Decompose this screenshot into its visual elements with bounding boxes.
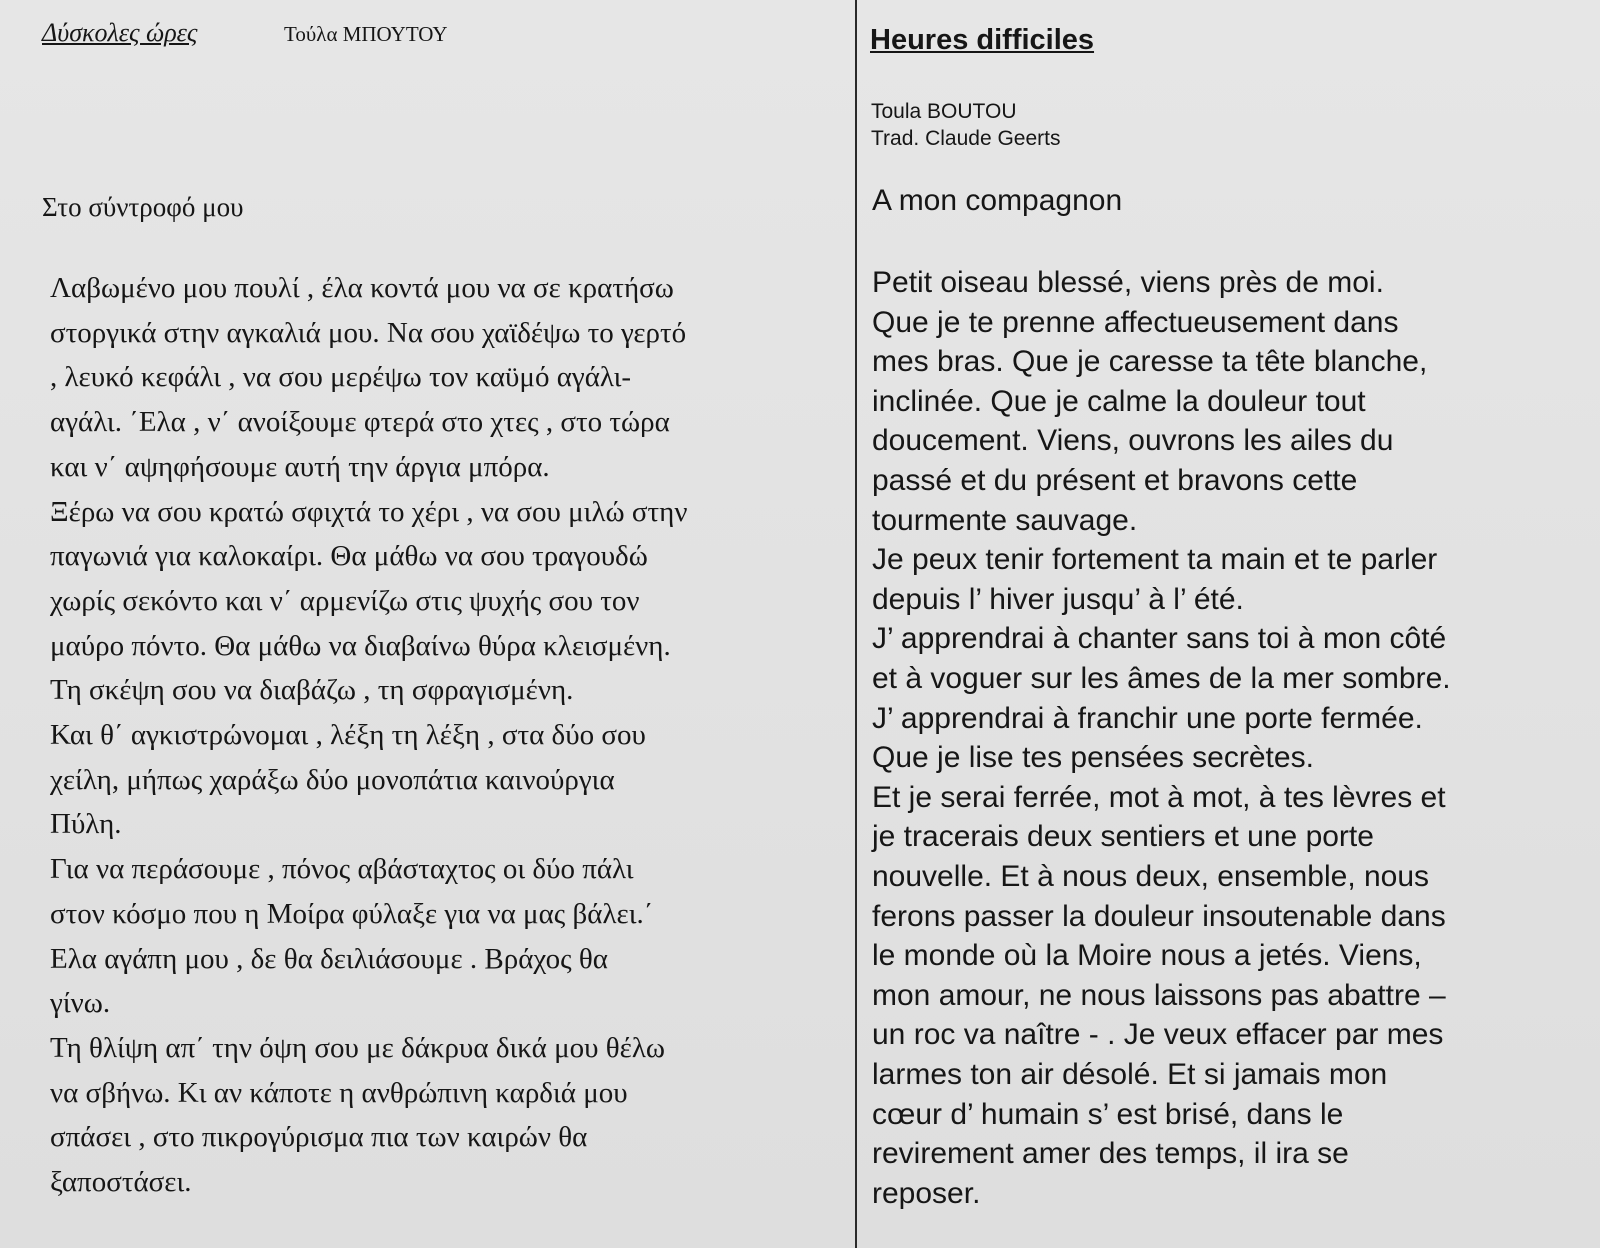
french-author: Toula BOUTOU <box>871 100 1017 123</box>
greek-poem-line: στοργικά στην αγκαλιά μου. Να σου χαϊδέψω το γερτό <box>50 317 687 349</box>
french-poem-line: ferons passer la douleur insoutenable dans <box>872 900 1446 933</box>
french-poem-line: tourmente sauvage. <box>872 504 1138 537</box>
french-poem-line: Que je lise tes pensées secrètes. <box>872 741 1314 774</box>
french-poem-line: Je peux tenir fortement ta main et te parler <box>872 543 1438 576</box>
french-poem-line: Que je te prenne affectueusement dans <box>872 306 1399 339</box>
greek-poem-line: στον κόσμο που η Μοίρα φύλαξε για να μας βάλει.΄ <box>50 898 654 930</box>
column-divider <box>855 0 857 1248</box>
french-poem-line: inclinée. Que je calme la douleur tout <box>872 385 1366 418</box>
french-poem-line: nouvelle. Et à nous deux, ensemble, nous <box>872 860 1430 893</box>
french-poem-line: J’ apprendrai à chanter sans toi à mon côté <box>872 622 1447 655</box>
greek-poem-line: να σβήνω. Κι αν κάποτε η ανθρώπινη καρδιά μου <box>50 1077 628 1109</box>
greek-poem-line: Και θ΄ αγκιστρώνομαι , λέξη τη λέξη , στα δύο σου <box>50 719 646 751</box>
greek-poem-line: Τη σκέψη σου να διαβάζω , τη σφραγισμένη. <box>50 674 574 706</box>
greek-poem-line: Πύλη. <box>50 808 122 840</box>
french-poem-line: doucement. Viens, ouvrons les ailes du <box>872 424 1394 457</box>
french-poem-line: larmes ton air désolé. Et si jamais mon <box>872 1058 1388 1091</box>
french-poem-line: reposer. <box>872 1177 981 1210</box>
greek-title: Δύσκολες ώρες <box>42 18 198 47</box>
french-poem-line: J’ apprendrai à franchir une porte fermée. <box>872 702 1423 735</box>
greek-poem-line: Λαβωμένο μου πουλί , έλα κοντά μου να σε κρατήσω <box>50 272 674 304</box>
french-poem-line: mes bras. Que je caresse ta tête blanche, <box>872 345 1428 378</box>
greek-poem-line: μαύρο πόντο. Θα μάθω να διαβαίνω θύρα κλεισμένη. <box>50 630 671 662</box>
french-poem-line: et à voguer sur les âmes de la mer sombre. <box>872 662 1451 695</box>
greek-poem-line: χείλη, μήπως χαράξω δύο μονοπάτια καινούργια <box>50 764 615 796</box>
french-translator: Trad. Claude Geerts <box>871 127 1061 150</box>
french-poem-line: cœur d’ humain s’ est brisé, dans le <box>872 1098 1344 1131</box>
greek-poem-line: χωρίς σεκόντο και ν΄ αρμενίζω στις ψυχής σου τον <box>50 585 640 617</box>
french-poem-line: un roc va naître - . Je veux effacer par mes <box>872 1018 1444 1051</box>
greek-author: Τούλα ΜΠΟΥΤΟΥ <box>284 22 448 46</box>
french-poem-line: Petit oiseau blessé, viens près de moi. <box>872 266 1384 299</box>
greek-poem-line: σπάσει , στο πικρογύρισμα πια των καιρών θα <box>50 1121 588 1153</box>
greek-poem-line: Ξέρω να σου κρατώ σφιχτά το χέρι , να σου μιλώ στην <box>50 496 688 528</box>
greek-dedication: Στο σύντροφό μου <box>42 192 244 222</box>
french-poem-line: depuis l’ hiver jusqu’ à l’ été. <box>872 583 1244 616</box>
french-poem-line: le monde où la Moire nous a jetés. Viens, <box>872 939 1422 972</box>
french-poem-line: revirement amer des temps, il ira se <box>872 1137 1349 1170</box>
greek-poem-line: Ελα αγάπη μου , δε θα δειλιάσουμε . Βράχος θα <box>50 943 608 975</box>
french-poem-line: je tracerais deux sentiers et une porte <box>872 820 1374 853</box>
french-poem-line: passé et du présent et bravons cette <box>872 464 1358 497</box>
greek-poem-line: Τη θλίψη απ΄ την όψη σου με δάκρυα δικά μου θέλω <box>50 1032 665 1064</box>
french-dedication: A mon compagnon <box>872 184 1123 217</box>
french-poem-line: Et je serai ferrée, mot à mot, à tes lèvres et <box>872 781 1446 814</box>
greek-poem-line: , λευκό κεφάλι , να σου μερέψω τον καϋμό αγάλι- <box>50 361 632 393</box>
greek-poem-line: αγάλι. ΄Ελα , ν΄ ανοίξουμε φτερά στο χτες , στο τώρα <box>50 406 670 438</box>
greek-poem-line: ξαποστάσει. <box>50 1166 192 1198</box>
french-title: Heures difficiles <box>870 24 1095 56</box>
greek-poem-line: παγωνιά για καλοκαίρι. Θα μάθω να σου τραγουδώ <box>50 540 648 572</box>
greek-poem-line: γίνω. <box>50 987 111 1019</box>
greek-poem-line: και ν΄ αψηφήσουμε αυτή την άργια μπόρα. <box>50 451 550 483</box>
french-poem-line: mon amour, ne nous laissons pas abattre – <box>872 979 1446 1012</box>
greek-poem-line: Για να περάσουμε , πόνος αβάσταχτος οι δύο πάλι <box>50 853 634 885</box>
